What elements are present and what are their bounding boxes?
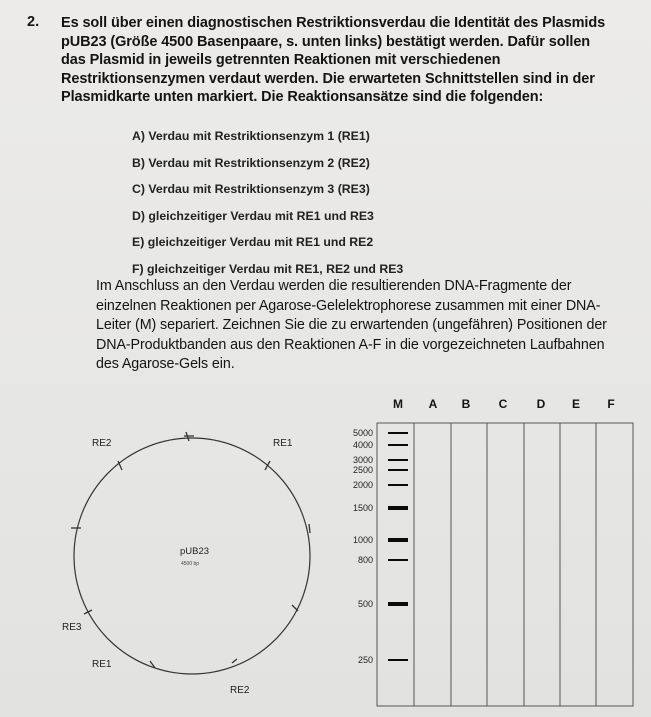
ladder-label-5000: 5000 <box>352 428 373 438</box>
ladder-label-250: 250 <box>357 655 373 665</box>
site-label-re3: RE3 <box>62 622 82 633</box>
ladder-band-500 <box>388 602 408 606</box>
gel-lanes <box>377 423 633 706</box>
ladder <box>353 428 408 665</box>
option-a: A) Verdau mit Restriktionsenzym 1 (RE1) <box>132 129 370 143</box>
ladder-band-250 <box>388 659 408 661</box>
lane-header-d: D <box>536 397 546 411</box>
ladder-label-1000: 1000 <box>352 535 373 545</box>
task-line: Leiter (M) separiert. Zeichnen Sie die zu erwartenden (ungefähren) Positionen der <box>96 317 607 334</box>
site-label-re1-top: RE1 <box>273 438 293 449</box>
option-d: D) gleichzeitiger Verdau mit RE1 und RE3 <box>132 208 374 223</box>
lane-header-b: B <box>461 397 471 411</box>
ladder-label-2000: 2000 <box>352 480 373 490</box>
ladder-band-1000 <box>388 538 408 542</box>
intro-line: das Plasmid in jeweils getrennten Reaktionen mit verschiedenen <box>61 52 501 69</box>
lane-header-a: A <box>428 397 438 411</box>
ladder-label-500: 500 <box>357 599 373 609</box>
lane-d-drawing-area[interactable] <box>525 424 559 705</box>
lane-header-c: C <box>498 397 508 411</box>
question-number: 2. <box>27 14 40 30</box>
option-c: C) Verdau mit Restriktionsenzym 3 (RE3) <box>132 182 370 197</box>
plasmid-name: pUB23 <box>180 546 210 557</box>
intro-line: Plasmidkarte unten markiert. Die Reaktionsansätze sind die folgenden: <box>61 89 544 106</box>
lane-header-m: M <box>393 397 403 411</box>
ladder-band-1500 <box>388 506 408 510</box>
site-label-re1-bottom: RE1 <box>92 659 112 670</box>
task-line: Im Anschluss an den Verdau werden die resultierenden DNA-Fragmente der <box>96 278 572 294</box>
plasmid-size: 4500 bp <box>181 561 200 567</box>
lane-f-drawing-area[interactable] <box>597 424 632 705</box>
option-e: E) gleichzeitiger Verdau mit RE1 und RE2 <box>132 235 374 250</box>
option-f: F) gleichzeitiger Verdau mit RE1, RE2 und RE3 <box>132 261 404 276</box>
site-label-re2-top: RE2 <box>92 438 112 449</box>
ladder-band-3000 <box>388 459 408 461</box>
ladder-band-4000 <box>388 444 408 446</box>
ladder-label-800: 800 <box>357 555 373 565</box>
intro-line: pUB23 (Größe 4500 Basenpaare, s. unten links) bestätigt werden. Dafür sollen <box>61 33 591 50</box>
lane-c-drawing-area[interactable] <box>488 424 523 705</box>
ladder-label-1500: 1500 <box>352 503 373 513</box>
lane-a-drawing-area[interactable] <box>415 424 450 705</box>
ladder-label-3000: 3000 <box>352 455 373 465</box>
task-line: einzelnen Reaktionen per Agarose-Gelelektrophorese zusammen mit einer DNA- <box>96 297 601 314</box>
task-line: DNA-Produktbanden aus den Reaktionen A-F in die vorgezeichneten Laufbahnen <box>96 336 605 353</box>
ladder-band-2000 <box>388 484 408 486</box>
ladder-band-2500 <box>388 469 408 471</box>
ladder-label-2500: 2500 <box>352 465 373 475</box>
site-label-re2-bottom: RE2 <box>230 685 250 696</box>
lane-header-e: E <box>571 397 581 411</box>
option-b: B) Verdau mit Restriktionsenzym 2 (RE2) <box>132 155 370 170</box>
intro-line: Es soll über einen diagnostischen Restriktionsverdau die Identität des Plasmids <box>61 15 606 31</box>
intro-line: Restriktionsenzymen verdaut werden. Die erwarteten Schnittstellen sind in der <box>61 70 595 87</box>
ladder-band-800 <box>388 559 408 561</box>
lane-header-f: F <box>607 397 615 411</box>
lane-b-drawing-area[interactable] <box>452 424 486 705</box>
lane-headers <box>393 397 615 411</box>
task-line: des Agarose-Gels ein. <box>96 356 235 373</box>
ladder-band-5000 <box>388 432 408 434</box>
ladder-label-4000: 4000 <box>352 440 373 450</box>
lane-e-drawing-area[interactable] <box>561 424 595 705</box>
